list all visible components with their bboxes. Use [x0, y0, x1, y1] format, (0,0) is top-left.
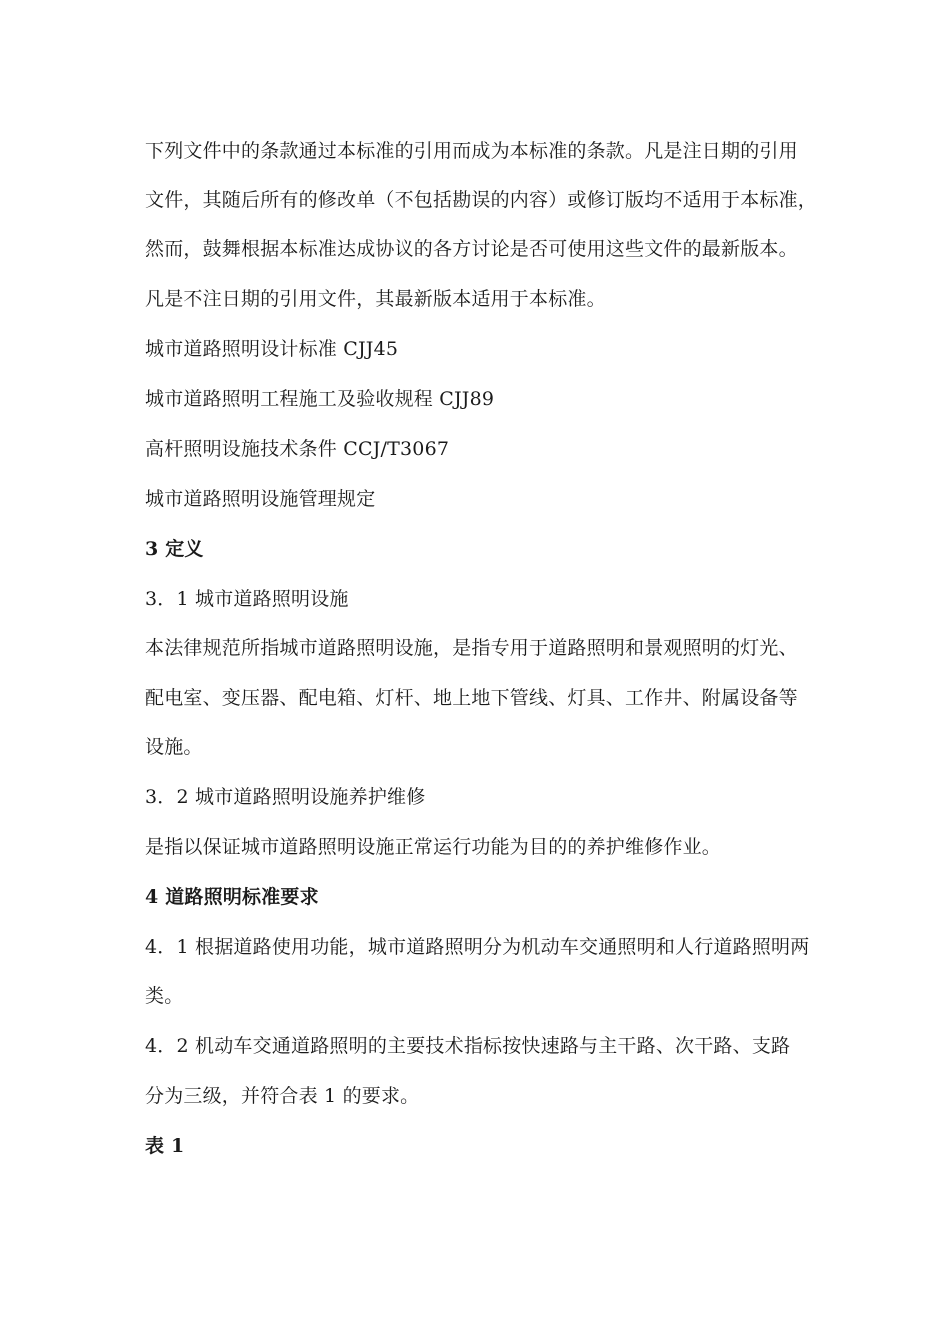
paragraph-line: 4．2 机动车交通道路照明的主要技术指标按快速路与主干路、次干路、支路 [145, 1035, 791, 1057]
paragraph-line: 本法律规范所指城市道路照明设施，是指专用于道路照明和景观照明的灯光、 [145, 637, 798, 659]
reference-item: 高杆照明设施技术条件 CCJ/T3067 [145, 438, 450, 460]
paragraph-line: 下列文件中的条款通过本标准的引用而成为本标准的条款。凡是注日期的引用 [145, 140, 798, 162]
paragraph-line: 是指以保证城市道路照明设施正常运行功能为目的的养护维修作业。 [145, 836, 722, 858]
table-caption: 表 1 [145, 1135, 185, 1157]
paragraph-line: 类。 [145, 985, 184, 1007]
section-heading: 3 定义 [145, 538, 204, 560]
paragraph-line: 分为三级，并符合表 1 的要求。 [145, 1085, 420, 1107]
subsection-heading: 3．2 城市道路照明设施养护维修 [145, 786, 426, 808]
paragraph-line: 配电室、变压器、配电箱、灯杆、地上地下管线、灯具、工作井、附属设备等 [145, 687, 798, 709]
paragraph-line: 设施。 [145, 736, 203, 758]
paragraph-line: 4．1 根据道路使用功能，城市道路照明分为机动车交通照明和人行道路照明两 [145, 936, 810, 958]
section-heading: 4 道路照明标准要求 [145, 886, 319, 908]
subsection-heading: 3．1 城市道路照明设施 [145, 588, 349, 610]
paragraph-line: 然而，鼓舞根据本标准达成协议的各方讨论是否可使用这些文件的最新版本。 [145, 238, 798, 260]
reference-item: 城市道路照明设计标准 CJJ45 [145, 338, 399, 360]
reference-item: 城市道路照明设施管理规定 [145, 488, 376, 510]
paragraph-line: 凡是不注日期的引用文件，其最新版本适用于本标准。 [145, 288, 606, 310]
reference-item: 城市道路照明工程施工及验收规程 CJJ89 [145, 388, 495, 410]
paragraph-line: 文件，其随后所有的修改单（不包括勘误的内容）或修订版均不适用于本标准， [145, 189, 818, 211]
